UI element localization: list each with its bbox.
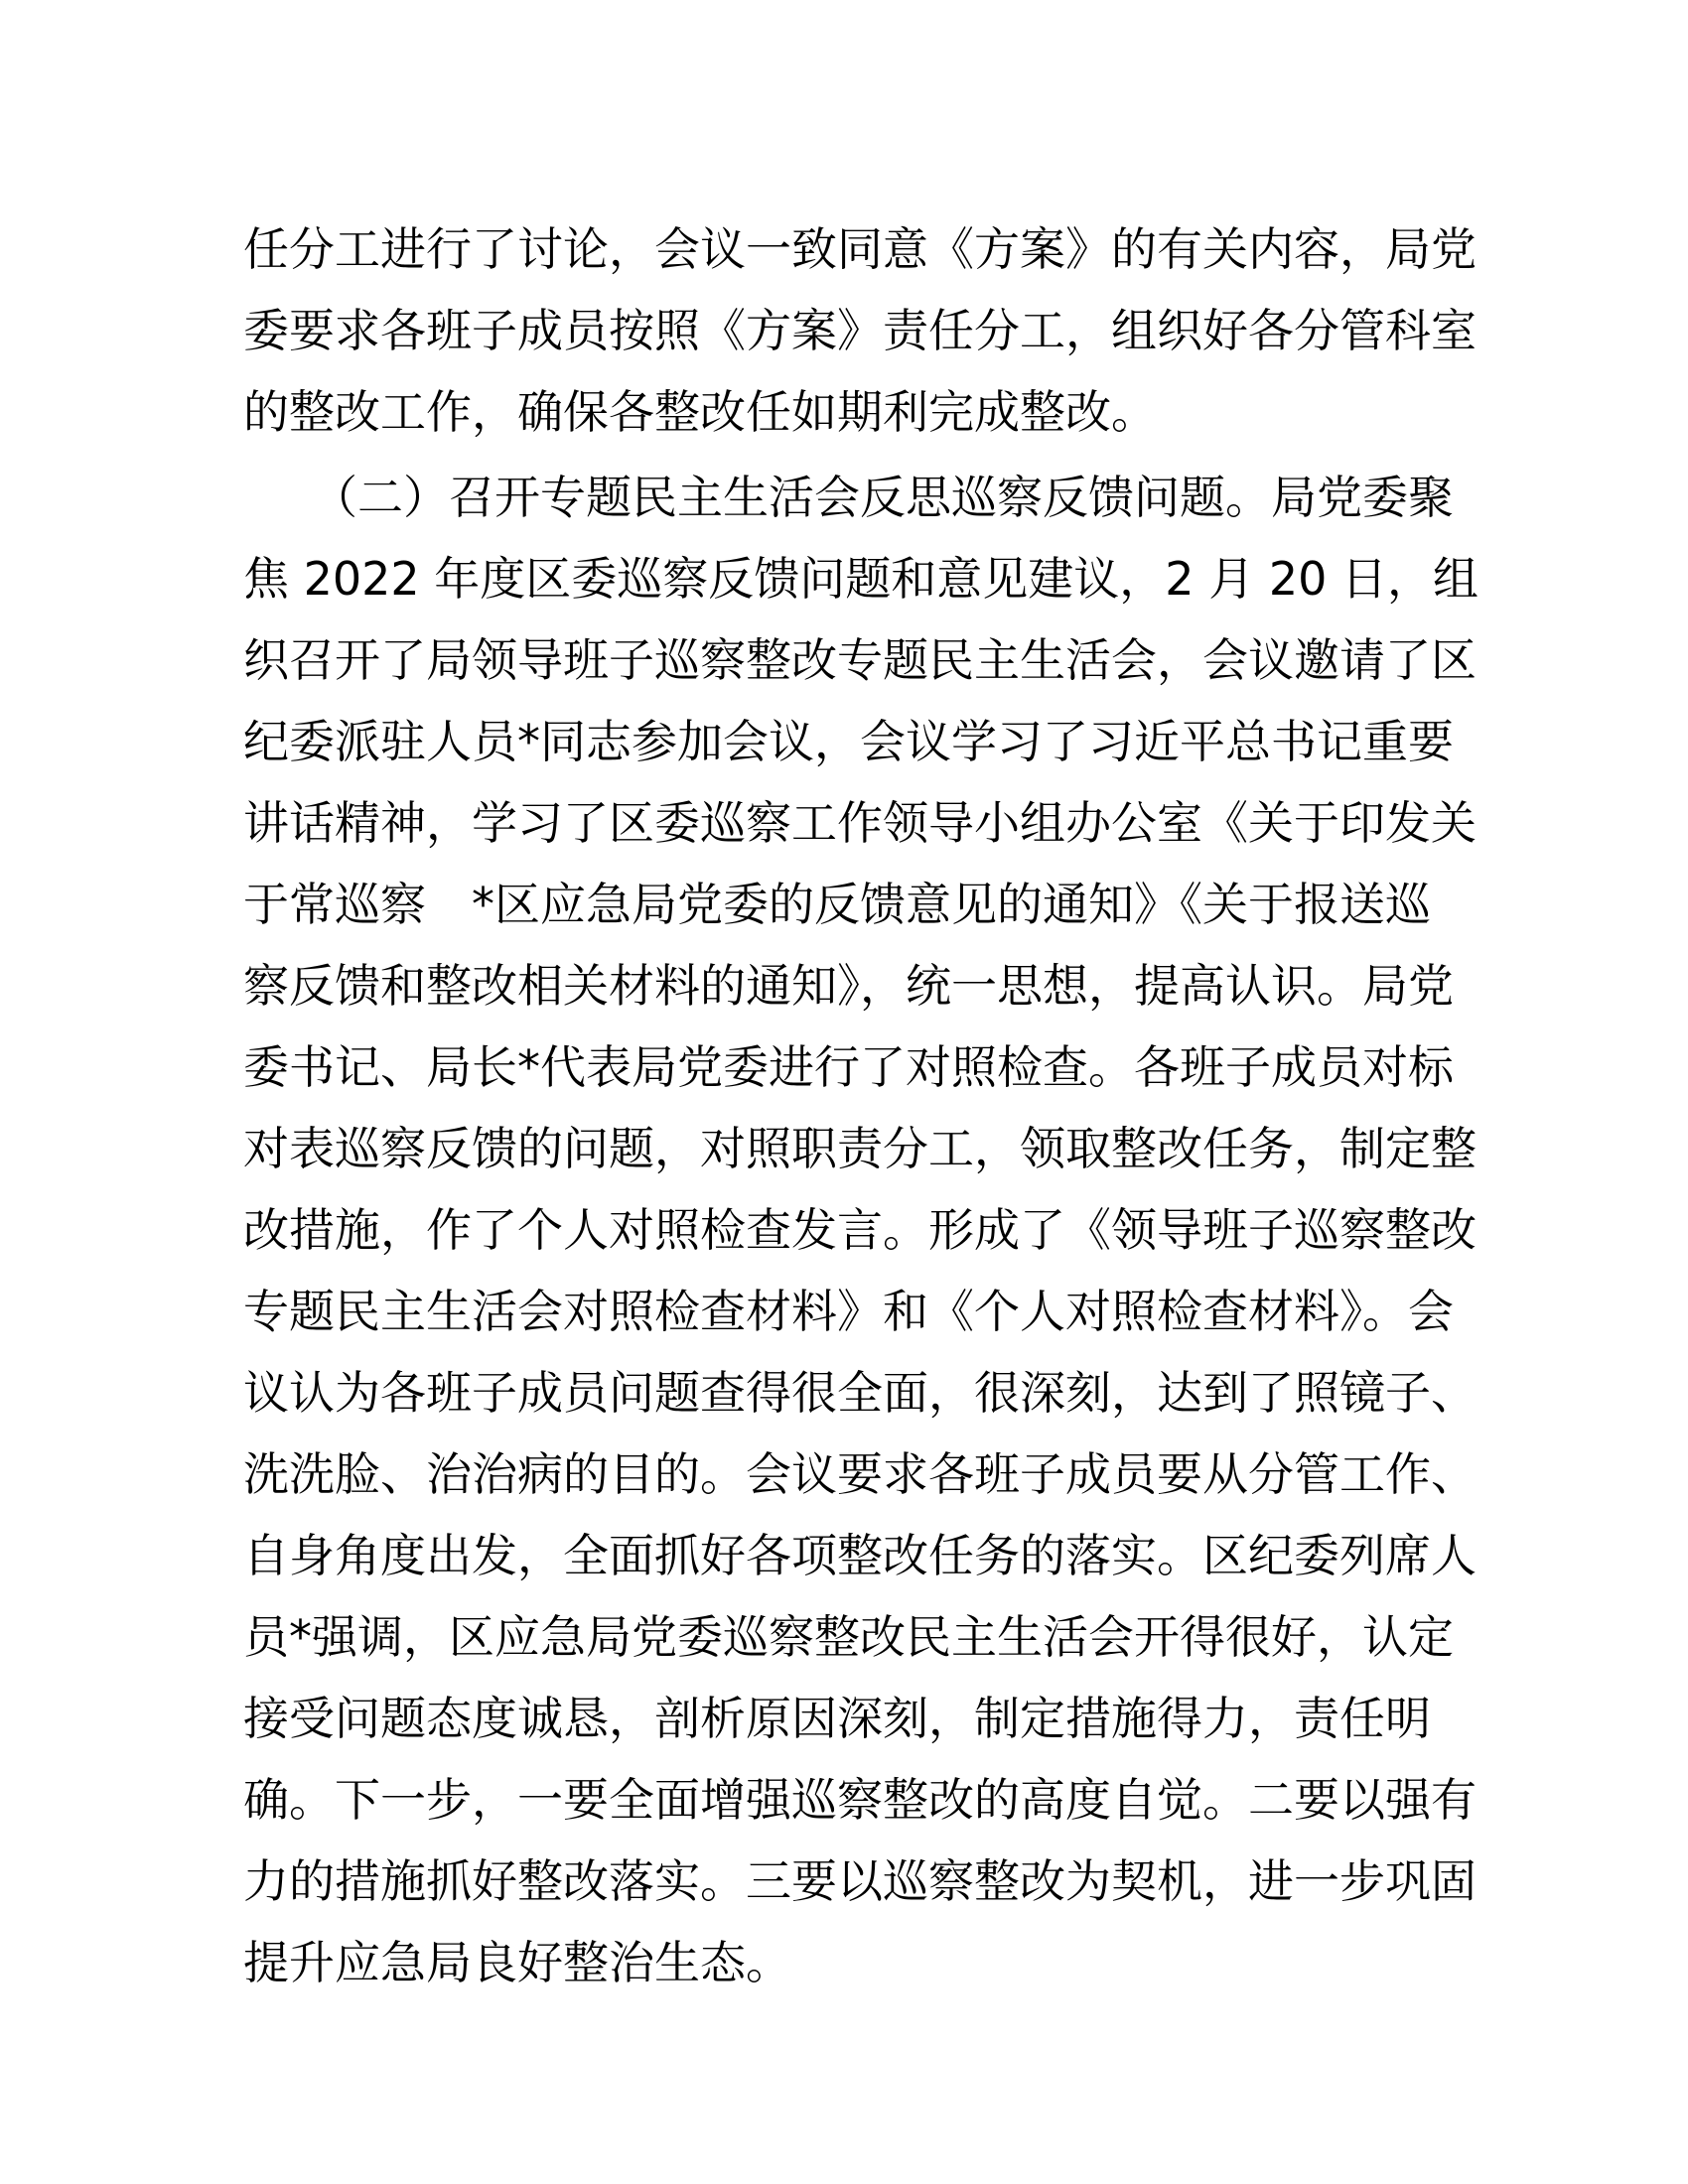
text-line: 对表巡察反馈的问题，对照职责分工，领取整改任务，制定整 xyxy=(243,1122,1477,1175)
text-line: 洗洗脸、治治病的目的。会议要求各班子成员要从分管工作、 xyxy=(243,1447,1477,1501)
text-line: 自身角度出发，全面抓好各项整改任务的落实。区纪委列席人 xyxy=(243,1529,1477,1582)
text-line: 改措施，作了个人对照检查发言。形成了《领导班子巡察整改 xyxy=(243,1203,1477,1257)
text-line: 接受问题态度诚恳，剖析原因深刻，制定措施得力，责任明 xyxy=(243,1692,1431,1745)
text-line: 专题民主生活会对照检查材料》和《个人对照检查材料》。会 xyxy=(243,1285,1454,1338)
text-line: 任分工进行了讨论，会议一致同意《方案》的有关内容，局党 xyxy=(243,222,1477,276)
text-line: 于常巡察 *区应急局党委的反馈意见的通知》《关于报送巡 xyxy=(243,878,1431,931)
text-line: （二）召开专题民主生活会反思巡察反馈问题。局党委聚 xyxy=(243,471,1454,524)
text-line: 察反馈和整改相关材料的通知》，统一思想，提高认识。局党 xyxy=(243,959,1454,1013)
text-line: 焦 2022 年度区委巡察反馈问题和意见建议，2 月 20 日，组 xyxy=(243,552,1478,606)
text-line: 提升应急局良好整治生态。 xyxy=(243,1936,791,1989)
text-line: 织召开了局领导班子巡察整改专题民主生活会，会议邀请了区 xyxy=(243,633,1477,687)
text-line: 议认为各班子成员问题查得很全面，很深刻，达到了照镜子、 xyxy=(243,1366,1477,1420)
paragraph-democratic-life-meeting xyxy=(243,457,1478,2003)
text-line: 员*强调，区应急局党委巡察整改民主生活会开得很好，认定 xyxy=(243,1610,1454,1664)
text-line: 的整改工作，确保各整改任如期利完成整改。 xyxy=(243,385,1157,439)
text-line: 讲话精神，学习了区委巡察工作领导小组办公室《关于印发关 xyxy=(243,796,1477,850)
text-line: 力的措施抓好整改落实。三要以巡察整改为契机，进一步巩固 xyxy=(243,1854,1477,1908)
text-line: 确。下一步，一要全面增强巡察整改的高度自觉。二要以强有 xyxy=(243,1773,1477,1827)
text-line: 委要求各班子成员按照《方案》责任分工，组织好各分管科室 xyxy=(243,304,1477,357)
paragraph-responsibility-discussion xyxy=(243,208,1477,453)
text-line: 纪委派驻人员*同志参加会议，会议学习了习近平总书记重要 xyxy=(243,715,1454,768)
text-line: 委书记、局长*代表局党委进行了对照检查。各班子成员对标 xyxy=(243,1040,1454,1094)
